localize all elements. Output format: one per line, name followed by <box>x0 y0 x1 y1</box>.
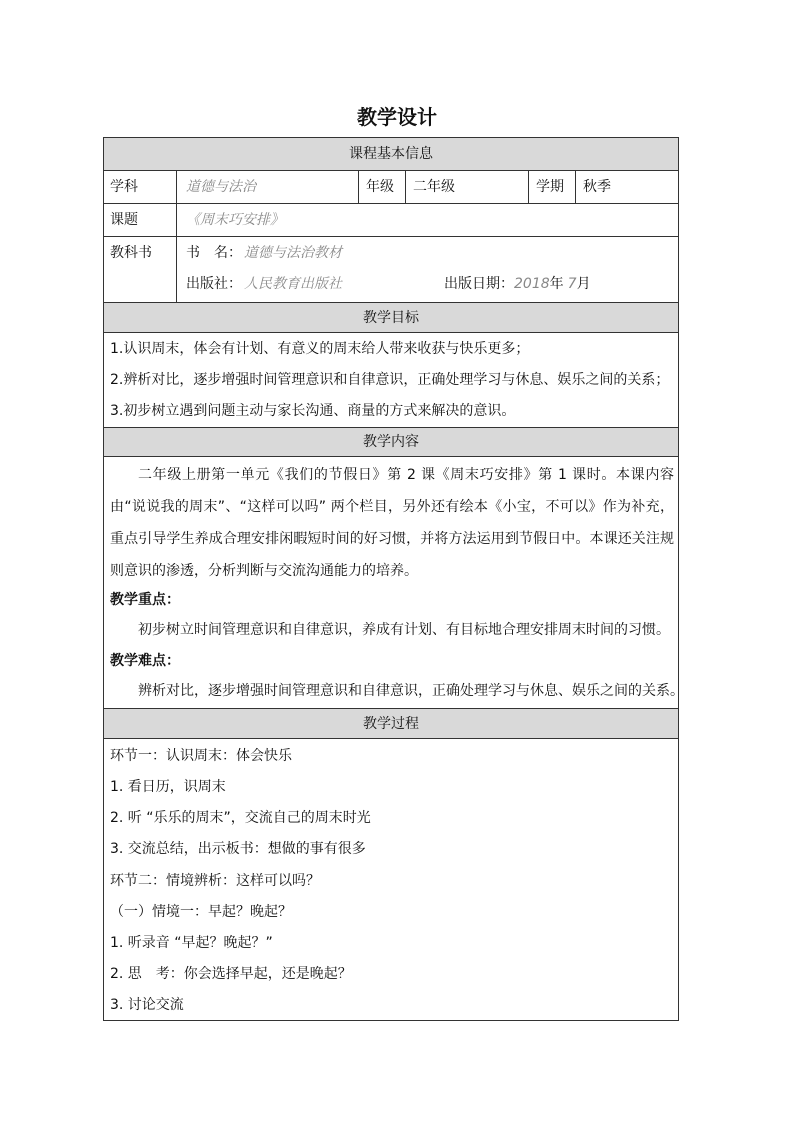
key-point-label: 教学重点： <box>110 592 180 608</box>
col-divider <box>176 171 177 302</box>
publish-month-suffix: 月 <box>576 276 591 292</box>
objective-item: 3.初步树立遇到问题主动与家长沟通、商量的方式来解决的意识。 <box>110 403 516 419</box>
book-name-value: 道德与法治教材 <box>244 245 342 261</box>
publish-year: 2018 <box>514 276 550 292</box>
section-header-process: 教学过程 <box>104 708 678 739</box>
term-value: 秋季 <box>583 179 611 195</box>
content-intro: 二年级上册第一单元《我们的节假日》第 2 课《周末巧安排》第 1 课时。本课内容由“说说我的周末”、“这样可以吗” 两个栏目，另外还有绘本《小宝，不可以》作为补充，重点引导学生养成合理安排闲暇短时间的好习惯，并将方法运用到节假日中。本课还关注规则意识的渗透，分析判断与交流沟通能力的培养。 <box>110 467 674 579</box>
grade-value: 二年级 <box>413 179 455 195</box>
col-divider <box>528 171 529 203</box>
section-header-content: 教学内容 <box>104 427 678 457</box>
process-item: 3. 交流总结，出示板书：想做的事有很多 <box>110 841 366 857</box>
publish-year-suffix: 年 <box>549 276 564 292</box>
process-item: 1. 听录音 “早起？晚起？” <box>110 935 273 951</box>
subject-value: 道德与法治 <box>186 179 256 195</box>
process-item: 2. 听 “乐乐的周末”，交流自己的周末时光 <box>110 810 371 826</box>
publisher-value: 人民教育出版社 <box>244 276 342 292</box>
difficulty-label: 教学难点： <box>110 653 180 669</box>
col-divider <box>405 171 406 203</box>
col-divider <box>575 171 576 203</box>
publisher-label: 出版社： <box>186 276 242 292</box>
process-item: （一）情境一：早起？晚起？ <box>110 904 292 920</box>
book-name-label: 书 名： <box>186 245 242 261</box>
difficulty-text: 辨析对比，逐步增强时间管理意识和自律意识，正确处理学习与休息、娱乐之间的关系。 <box>138 683 684 699</box>
lesson-label: 课题 <box>110 212 138 228</box>
col-divider <box>358 171 359 203</box>
lesson-plan-table <box>103 137 684 1021</box>
objective-item: 2.辨析对比，逐步增强时间管理意识和自律意识，正确处理学习与休息、娱乐之间的关系； <box>110 372 670 388</box>
key-point-text: 初步树立时间管理意识和自律意识，养成有计划、有目标地合理安排周末时间的习惯。 <box>138 622 670 638</box>
process-item: 3. 讨论交流 <box>110 997 184 1013</box>
process-item: 2. 思 考：你会选择早起，还是晚起？ <box>110 966 352 982</box>
row-divider <box>104 203 678 204</box>
subject-label: 学科 <box>110 179 138 195</box>
publish-date-label: 出版日期： <box>444 276 514 292</box>
term-label: 学期 <box>536 179 564 195</box>
process-item: 环节二：情境辨析：这样可以吗？ <box>110 873 320 889</box>
section-header-objectives: 教学目标 <box>104 302 678 333</box>
textbook-label: 教科书 <box>110 245 152 261</box>
document-title: 教学设计 <box>357 105 437 129</box>
publish-month: 7 <box>567 276 577 292</box>
section-header-basic-info: 课程基本信息 <box>104 138 678 171</box>
lesson-value: 《周末巧安排》 <box>186 212 284 228</box>
process-item: 环节一：认识周末：体会快乐 <box>110 748 292 764</box>
grade-label: 年级 <box>366 179 394 195</box>
publish-date <box>444 274 591 294</box>
row-divider <box>104 236 678 237</box>
process-item: 1. 看日历，识周末 <box>110 779 226 795</box>
objective-item: 1.认识周末，体会有计划、有意义的周末给人带来收获与快乐更多； <box>110 341 530 357</box>
